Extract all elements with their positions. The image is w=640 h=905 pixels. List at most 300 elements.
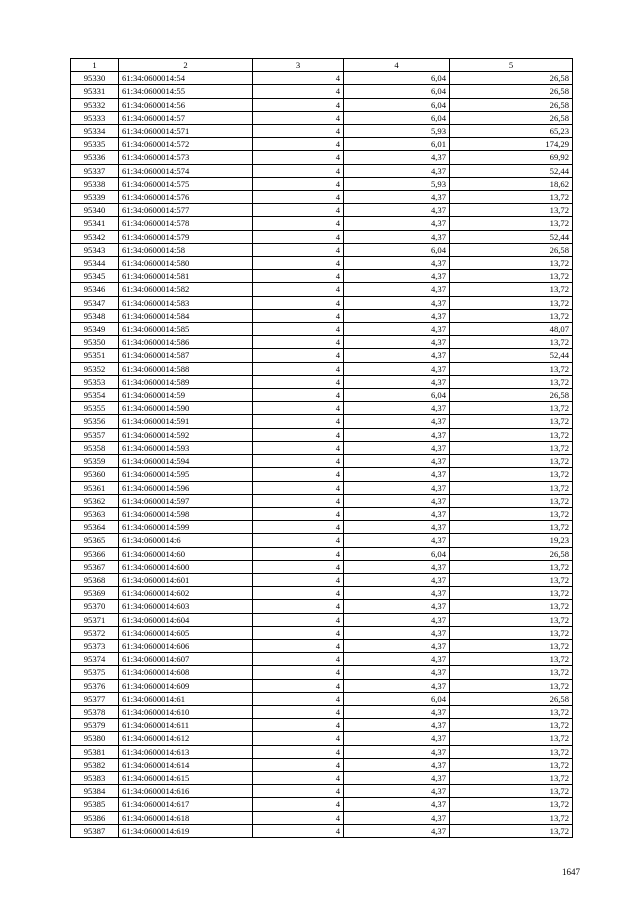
col4-cell: 6,04 xyxy=(344,692,450,705)
cadastral-number-cell: 61:34:0600014:60 xyxy=(119,547,253,560)
col5-cell: 13,72 xyxy=(450,283,573,296)
col3-cell: 4 xyxy=(253,441,344,454)
cadastral-number-cell: 61:34:0600014:601 xyxy=(119,573,253,586)
row-number-cell: 95365 xyxy=(71,534,119,547)
col4-cell: 4,37 xyxy=(344,745,450,758)
col3-cell: 4 xyxy=(253,481,344,494)
cadastral-number-cell: 61:34:0600014:581 xyxy=(119,270,253,283)
table-row xyxy=(71,283,573,296)
row-number-cell: 95335 xyxy=(71,138,119,151)
row-number-cell: 95345 xyxy=(71,270,119,283)
col3-cell: 4 xyxy=(253,164,344,177)
col4-cell: 4,37 xyxy=(344,507,450,520)
col5-cell: 13,72 xyxy=(450,441,573,454)
table-row xyxy=(71,573,573,586)
col3-cell: 4 xyxy=(253,270,344,283)
row-number-cell: 95384 xyxy=(71,785,119,798)
col4-cell: 6,01 xyxy=(344,138,450,151)
cadastral-number-cell: 61:34:0600014:604 xyxy=(119,613,253,626)
col5-cell: 26,58 xyxy=(450,547,573,560)
col3-cell: 4 xyxy=(253,771,344,784)
row-number-cell: 95363 xyxy=(71,507,119,520)
col5-cell: 13,72 xyxy=(450,494,573,507)
col4-cell: 4,37 xyxy=(344,428,450,441)
row-number-cell: 95382 xyxy=(71,758,119,771)
row-number-cell: 95372 xyxy=(71,626,119,639)
col4-cell: 4,37 xyxy=(344,151,450,164)
col3-cell: 4 xyxy=(253,824,344,837)
col5-cell: 13,72 xyxy=(450,653,573,666)
row-number-cell: 95338 xyxy=(71,177,119,190)
cadastral-number-cell: 61:34:0600014:586 xyxy=(119,336,253,349)
table-row xyxy=(71,653,573,666)
table-row xyxy=(71,296,573,309)
table-row xyxy=(71,125,573,138)
table-row xyxy=(71,745,573,758)
col4-cell: 4,37 xyxy=(344,758,450,771)
col3-cell: 4 xyxy=(253,653,344,666)
header-cell-3: 3 xyxy=(253,59,344,72)
table-row xyxy=(71,494,573,507)
col3-cell: 4 xyxy=(253,785,344,798)
table-row xyxy=(71,798,573,811)
cadastral-number-cell: 61:34:0600014:580 xyxy=(119,257,253,270)
row-number-cell: 95364 xyxy=(71,521,119,534)
col4-cell: 4,37 xyxy=(344,191,450,204)
table-row xyxy=(71,811,573,824)
table-row xyxy=(71,785,573,798)
row-number-cell: 95380 xyxy=(71,732,119,745)
row-number-cell: 95376 xyxy=(71,679,119,692)
col3-cell: 4 xyxy=(253,125,344,138)
row-number-cell: 95369 xyxy=(71,587,119,600)
cadastral-number-cell: 61:34:0600014:609 xyxy=(119,679,253,692)
table-row xyxy=(71,692,573,705)
table-row xyxy=(71,705,573,718)
col4-cell: 4,37 xyxy=(344,468,450,481)
col5-cell: 69,92 xyxy=(450,151,573,164)
cadastral-number-cell: 61:34:0600014:587 xyxy=(119,349,253,362)
col3-cell: 4 xyxy=(253,573,344,586)
row-number-cell: 95330 xyxy=(71,72,119,85)
row-number-cell: 95332 xyxy=(71,98,119,111)
col5-cell: 13,72 xyxy=(450,309,573,322)
col4-cell: 4,37 xyxy=(344,798,450,811)
col3-cell: 4 xyxy=(253,428,344,441)
row-number-cell: 95379 xyxy=(71,719,119,732)
col4-cell: 4,37 xyxy=(344,323,450,336)
col5-cell: 13,72 xyxy=(450,679,573,692)
col5-cell: 13,72 xyxy=(450,481,573,494)
row-number-cell: 95350 xyxy=(71,336,119,349)
col5-cell: 48,07 xyxy=(450,323,573,336)
col5-cell: 13,72 xyxy=(450,732,573,745)
table-row xyxy=(71,428,573,441)
col3-cell: 4 xyxy=(253,362,344,375)
col3-cell: 4 xyxy=(253,798,344,811)
table-row xyxy=(71,375,573,388)
col4-cell: 6,04 xyxy=(344,85,450,98)
cadastral-number-cell: 61:34:0600014:6 xyxy=(119,534,253,547)
table-row xyxy=(71,626,573,639)
table-row xyxy=(71,441,573,454)
cadastral-number-cell: 61:34:0600014:57 xyxy=(119,111,253,124)
col5-cell: 13,72 xyxy=(450,415,573,428)
col5-cell: 52,44 xyxy=(450,164,573,177)
row-number-cell: 95348 xyxy=(71,309,119,322)
table-row xyxy=(71,323,573,336)
col3-cell: 4 xyxy=(253,719,344,732)
header-row xyxy=(71,59,573,72)
cadastral-number-cell: 61:34:0600014:602 xyxy=(119,587,253,600)
cadastral-number-cell: 61:34:0600014:619 xyxy=(119,824,253,837)
row-number-cell: 95339 xyxy=(71,191,119,204)
col3-cell: 4 xyxy=(253,679,344,692)
col4-cell: 6,04 xyxy=(344,111,450,124)
col5-cell: 13,72 xyxy=(450,811,573,824)
col4-cell: 4,37 xyxy=(344,349,450,362)
cadastral-number-cell: 61:34:0600014:618 xyxy=(119,811,253,824)
col3-cell: 4 xyxy=(253,758,344,771)
col4-cell: 4,37 xyxy=(344,164,450,177)
row-number-cell: 95374 xyxy=(71,653,119,666)
col3-cell: 4 xyxy=(253,243,344,256)
cadastral-number-cell: 61:34:0600014:591 xyxy=(119,415,253,428)
cadastral-number-cell: 61:34:0600014:574 xyxy=(119,164,253,177)
table-header xyxy=(71,59,573,72)
col3-cell: 4 xyxy=(253,191,344,204)
col3-cell: 4 xyxy=(253,138,344,151)
table-row xyxy=(71,204,573,217)
col5-cell: 13,72 xyxy=(450,639,573,652)
cadastral-number-cell: 61:34:0600014:585 xyxy=(119,323,253,336)
cadastral-number-cell: 61:34:0600014:614 xyxy=(119,758,253,771)
row-number-cell: 95347 xyxy=(71,296,119,309)
col3-cell: 4 xyxy=(253,375,344,388)
col4-cell: 4,37 xyxy=(344,560,450,573)
col5-cell: 13,72 xyxy=(450,613,573,626)
row-number-cell: 95377 xyxy=(71,692,119,705)
col4-cell: 4,37 xyxy=(344,666,450,679)
col3-cell: 4 xyxy=(253,613,344,626)
col3-cell: 4 xyxy=(253,309,344,322)
col4-cell: 4,37 xyxy=(344,375,450,388)
col4-cell: 4,37 xyxy=(344,639,450,652)
row-number-cell: 95370 xyxy=(71,600,119,613)
col4-cell: 4,37 xyxy=(344,402,450,415)
cadastral-number-cell: 61:34:0600014:612 xyxy=(119,732,253,745)
table-row xyxy=(71,309,573,322)
table-row xyxy=(71,639,573,652)
cadastral-number-cell: 61:34:0600014:56 xyxy=(119,98,253,111)
col5-cell: 13,72 xyxy=(450,428,573,441)
col4-cell: 4,37 xyxy=(344,811,450,824)
col5-cell: 13,72 xyxy=(450,402,573,415)
col3-cell: 4 xyxy=(253,705,344,718)
col5-cell: 13,72 xyxy=(450,191,573,204)
cadastral-number-cell: 61:34:0600014:597 xyxy=(119,494,253,507)
table-row xyxy=(71,666,573,679)
cadastral-number-cell: 61:34:0600014:61 xyxy=(119,692,253,705)
col5-cell: 13,72 xyxy=(450,204,573,217)
row-number-cell: 95340 xyxy=(71,204,119,217)
col5-cell: 13,72 xyxy=(450,573,573,586)
col3-cell: 4 xyxy=(253,745,344,758)
col3-cell: 4 xyxy=(253,666,344,679)
col3-cell: 4 xyxy=(253,547,344,560)
col5-cell: 13,72 xyxy=(450,771,573,784)
row-number-cell: 95331 xyxy=(71,85,119,98)
row-number-cell: 95341 xyxy=(71,217,119,230)
col3-cell: 4 xyxy=(253,85,344,98)
row-number-cell: 95354 xyxy=(71,389,119,402)
col5-cell: 13,72 xyxy=(450,758,573,771)
table-row xyxy=(71,362,573,375)
row-number-cell: 95361 xyxy=(71,481,119,494)
col3-cell: 4 xyxy=(253,415,344,428)
col3-cell: 4 xyxy=(253,692,344,705)
cadastral-number-cell: 61:34:0600014:572 xyxy=(119,138,253,151)
col3-cell: 4 xyxy=(253,323,344,336)
col3-cell: 4 xyxy=(253,283,344,296)
col3-cell: 4 xyxy=(253,587,344,600)
row-number-cell: 95358 xyxy=(71,441,119,454)
col4-cell: 4,37 xyxy=(344,455,450,468)
col3-cell: 4 xyxy=(253,111,344,124)
col5-cell: 13,72 xyxy=(450,362,573,375)
row-number-cell: 95359 xyxy=(71,455,119,468)
col4-cell: 4,37 xyxy=(344,362,450,375)
row-number-cell: 95357 xyxy=(71,428,119,441)
col4-cell: 4,37 xyxy=(344,771,450,784)
col5-cell: 13,72 xyxy=(450,666,573,679)
col4-cell: 4,37 xyxy=(344,441,450,454)
row-number-cell: 95368 xyxy=(71,573,119,586)
row-number-cell: 95356 xyxy=(71,415,119,428)
cadastral-number-cell: 61:34:0600014:577 xyxy=(119,204,253,217)
table-row xyxy=(71,243,573,256)
col4-cell: 4,37 xyxy=(344,270,450,283)
table-row xyxy=(71,85,573,98)
col3-cell: 4 xyxy=(253,177,344,190)
cadastral-number-cell: 61:34:0600014:605 xyxy=(119,626,253,639)
row-number-cell: 95337 xyxy=(71,164,119,177)
col3-cell: 4 xyxy=(253,389,344,402)
col4-cell: 4,37 xyxy=(344,785,450,798)
cadastral-number-cell: 61:34:0600014:611 xyxy=(119,719,253,732)
table-row xyxy=(71,191,573,204)
col3-cell: 4 xyxy=(253,151,344,164)
table-row xyxy=(71,587,573,600)
row-number-cell: 95367 xyxy=(71,560,119,573)
row-number-cell: 95353 xyxy=(71,375,119,388)
row-number-cell: 95352 xyxy=(71,362,119,375)
col5-cell: 174,29 xyxy=(450,138,573,151)
table-row xyxy=(71,217,573,230)
col4-cell: 4,37 xyxy=(344,626,450,639)
col5-cell: 65,23 xyxy=(450,125,573,138)
table-row xyxy=(71,824,573,837)
row-number-cell: 95386 xyxy=(71,811,119,824)
cadastral-number-cell: 61:34:0600014:589 xyxy=(119,375,253,388)
col4-cell: 6,04 xyxy=(344,547,450,560)
col5-cell: 13,72 xyxy=(450,745,573,758)
row-number-cell: 95381 xyxy=(71,745,119,758)
row-number-cell: 95371 xyxy=(71,613,119,626)
cadastral-number-cell: 61:34:0600014:576 xyxy=(119,191,253,204)
col4-cell: 4,37 xyxy=(344,296,450,309)
table-row xyxy=(71,719,573,732)
col4-cell: 6,04 xyxy=(344,389,450,402)
row-number-cell: 95355 xyxy=(71,402,119,415)
table-row xyxy=(71,534,573,547)
col4-cell: 6,04 xyxy=(344,243,450,256)
col3-cell: 4 xyxy=(253,217,344,230)
col5-cell: 13,72 xyxy=(450,375,573,388)
row-number-cell: 95349 xyxy=(71,323,119,336)
col5-cell: 26,58 xyxy=(450,98,573,111)
col4-cell: 4,37 xyxy=(344,481,450,494)
cadastral-number-cell: 61:34:0600014:599 xyxy=(119,521,253,534)
col3-cell: 4 xyxy=(253,468,344,481)
col4-cell: 4,37 xyxy=(344,719,450,732)
col3-cell: 4 xyxy=(253,521,344,534)
cadastral-number-cell: 61:34:0600014:603 xyxy=(119,600,253,613)
row-number-cell: 95362 xyxy=(71,494,119,507)
col5-cell: 26,58 xyxy=(450,85,573,98)
table-row xyxy=(71,72,573,85)
col5-cell: 13,72 xyxy=(450,600,573,613)
row-number-cell: 95334 xyxy=(71,125,119,138)
col4-cell: 4,37 xyxy=(344,309,450,322)
col3-cell: 4 xyxy=(253,811,344,824)
col4-cell: 4,37 xyxy=(344,204,450,217)
col4-cell: 4,37 xyxy=(344,653,450,666)
col5-cell: 13,72 xyxy=(450,217,573,230)
cadastral-number-cell: 61:34:0600014:600 xyxy=(119,560,253,573)
col4-cell: 4,37 xyxy=(344,257,450,270)
col4-cell: 4,37 xyxy=(344,534,450,547)
header-cell-5: 5 xyxy=(450,59,573,72)
col5-cell: 13,72 xyxy=(450,521,573,534)
cadastral-number-cell: 61:34:0600014:54 xyxy=(119,72,253,85)
cadastral-number-cell: 61:34:0600014:575 xyxy=(119,177,253,190)
col5-cell: 13,72 xyxy=(450,270,573,283)
cadastral-number-cell: 61:34:0600014:590 xyxy=(119,402,253,415)
table-row xyxy=(71,257,573,270)
col5-cell: 13,72 xyxy=(450,468,573,481)
col4-cell: 4,37 xyxy=(344,494,450,507)
col3-cell: 4 xyxy=(253,296,344,309)
col3-cell: 4 xyxy=(253,204,344,217)
table-row xyxy=(71,455,573,468)
cadastral-number-cell: 61:34:0600014:59 xyxy=(119,389,253,402)
col3-cell: 4 xyxy=(253,626,344,639)
col4-cell: 6,04 xyxy=(344,98,450,111)
cadastral-number-cell: 61:34:0600014:593 xyxy=(119,441,253,454)
row-number-cell: 95360 xyxy=(71,468,119,481)
table-row xyxy=(71,560,573,573)
cadastral-number-cell: 61:34:0600014:607 xyxy=(119,653,253,666)
col4-cell: 4,37 xyxy=(344,705,450,718)
col4-cell: 4,37 xyxy=(344,217,450,230)
cadastral-number-cell: 61:34:0600014:608 xyxy=(119,666,253,679)
col3-cell: 4 xyxy=(253,402,344,415)
row-number-cell: 95366 xyxy=(71,547,119,560)
table-body xyxy=(71,72,573,838)
col5-cell: 13,72 xyxy=(450,785,573,798)
row-number-cell: 95378 xyxy=(71,705,119,718)
table-row xyxy=(71,600,573,613)
col5-cell: 13,72 xyxy=(450,296,573,309)
col4-cell: 4,37 xyxy=(344,613,450,626)
col4-cell: 4,37 xyxy=(344,679,450,692)
row-number-cell: 95387 xyxy=(71,824,119,837)
cadastral-number-cell: 61:34:0600014:582 xyxy=(119,283,253,296)
table-row xyxy=(71,111,573,124)
col5-cell: 13,72 xyxy=(450,257,573,270)
col5-cell: 26,58 xyxy=(450,111,573,124)
col4-cell: 5,93 xyxy=(344,125,450,138)
col5-cell: 26,58 xyxy=(450,72,573,85)
col5-cell: 13,72 xyxy=(450,798,573,811)
cadastral-number-cell: 61:34:0600014:594 xyxy=(119,455,253,468)
col4-cell: 4,37 xyxy=(344,600,450,613)
col5-cell: 52,44 xyxy=(450,230,573,243)
row-number-cell: 95343 xyxy=(71,243,119,256)
table-row xyxy=(71,481,573,494)
cadastral-number-cell: 61:34:0600014:615 xyxy=(119,771,253,784)
col3-cell: 4 xyxy=(253,349,344,362)
header-cell-4: 4 xyxy=(344,59,450,72)
page-number: 1647 xyxy=(562,867,580,877)
table-row xyxy=(71,732,573,745)
col5-cell: 26,58 xyxy=(450,692,573,705)
row-number-cell: 95373 xyxy=(71,639,119,652)
table-row xyxy=(71,336,573,349)
col5-cell: 13,72 xyxy=(450,507,573,520)
col5-cell: 26,58 xyxy=(450,243,573,256)
row-number-cell: 95333 xyxy=(71,111,119,124)
cadastral-number-cell: 61:34:0600014:571 xyxy=(119,125,253,138)
row-number-cell: 95375 xyxy=(71,666,119,679)
col5-cell: 13,72 xyxy=(450,336,573,349)
row-number-cell: 95346 xyxy=(71,283,119,296)
col3-cell: 4 xyxy=(253,455,344,468)
row-number-cell: 95344 xyxy=(71,257,119,270)
row-number-cell: 95342 xyxy=(71,230,119,243)
cadastral-number-cell: 61:34:0600014:583 xyxy=(119,296,253,309)
table-row xyxy=(71,402,573,415)
col5-cell: 19,23 xyxy=(450,534,573,547)
col3-cell: 4 xyxy=(253,98,344,111)
col5-cell: 13,72 xyxy=(450,824,573,837)
cadastral-number-cell: 61:34:0600014:606 xyxy=(119,639,253,652)
col3-cell: 4 xyxy=(253,72,344,85)
col4-cell: 5,93 xyxy=(344,177,450,190)
cadastral-number-cell: 61:34:0600014:584 xyxy=(119,309,253,322)
col5-cell: 13,72 xyxy=(450,455,573,468)
data-table xyxy=(70,58,573,838)
table-row xyxy=(71,177,573,190)
table-row xyxy=(71,138,573,151)
col4-cell: 6,04 xyxy=(344,72,450,85)
cadastral-number-cell: 61:34:0600014:613 xyxy=(119,745,253,758)
table-row xyxy=(71,507,573,520)
table-row xyxy=(71,164,573,177)
col4-cell: 4,37 xyxy=(344,415,450,428)
row-number-cell: 95351 xyxy=(71,349,119,362)
